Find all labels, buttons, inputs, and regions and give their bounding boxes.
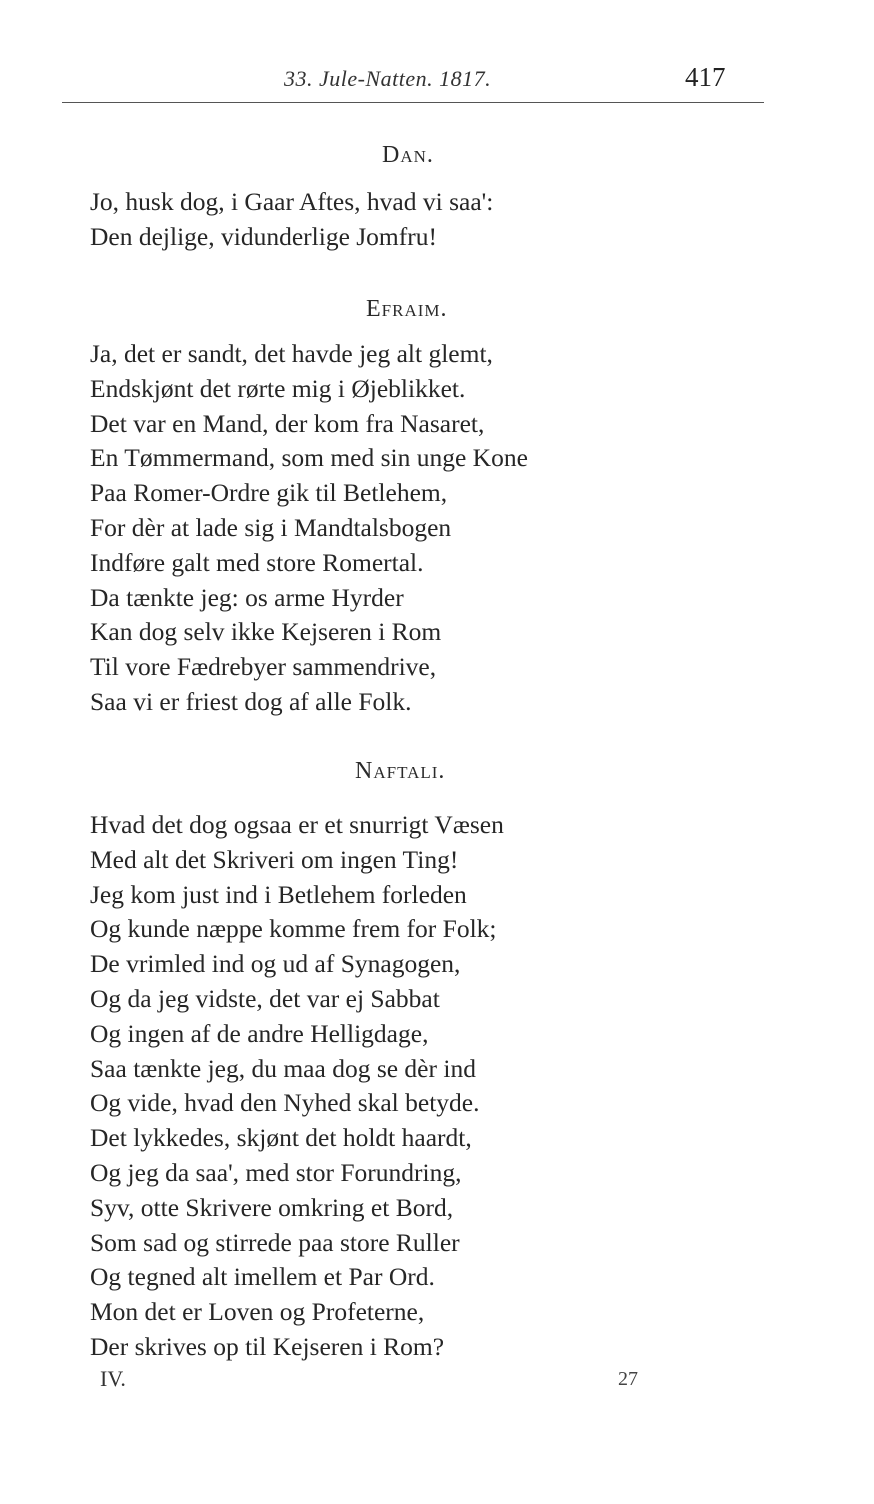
verse-line: Hvad det dog ogsaa er et snurrigt Væsen	[90, 810, 504, 839]
header-rule	[62, 102, 764, 103]
verse-line: Mon det er Loven og Profeterne,	[90, 1297, 425, 1327]
verse-line: Da tænkte jeg: os arme Hyrder	[90, 582, 404, 612]
verse-line: Der skrives op til Kejseren i Rom?	[90, 1331, 445, 1361]
verse-line: Og da jeg vidste, det var ej Sabbat	[90, 983, 440, 1013]
running-title: 33. Jule-Natten. 1817.	[284, 66, 492, 91]
verse-line: Og ingen af de andre Helligdage,	[90, 1018, 429, 1048]
verse-line: Og jeg da saa', med stor Forundring,	[90, 1157, 462, 1187]
page-number: 417	[685, 62, 726, 92]
verse-line: Og tegned alt imellem et Par Ord.	[90, 1262, 435, 1292]
verse-line: Saa vi er friest dog af alle Folk.	[90, 686, 412, 716]
page-header	[0, 56, 874, 96]
verse-line: Og kunde næppe komme frem for Folk;	[90, 914, 497, 944]
verse-line: Saa tænkte jeg, du maa dog se dèr ind	[90, 1053, 476, 1083]
verse-line: Syv, otte Skrivere omkring et Bord,	[90, 1192, 454, 1222]
signature-mark: IV.	[100, 1366, 126, 1391]
speaker-dan: Dan.	[382, 142, 434, 168]
verse-line: Endskjønt det rørte mig i Øjeblikket.	[90, 373, 466, 403]
verse-line: Som sad og stirrede paa store Ruller	[90, 1227, 460, 1257]
verse-line: Det var en Mand, der kom fra Nasaret,	[90, 408, 485, 438]
verse-line: Til vore Fædrebyer sammendrive,	[90, 652, 437, 682]
verse-line: Jeg kom just ind i Betlehem forleden	[90, 879, 467, 909]
verse-line: Kan dog selv ikke Kejseren i Rom	[90, 617, 442, 647]
verse-line: Indføre galt med store Romertal.	[90, 547, 424, 577]
speaker-efraim: Efraim.	[366, 296, 448, 322]
stanza-dan	[90, 185, 493, 255]
verse-line: Og vide, hvad den Nyhed skal betyde.	[90, 1088, 480, 1118]
stanza-naftali	[90, 808, 504, 1365]
verse-line: Den dejlige, vidunderlige Jomfru!	[90, 221, 437, 251]
verse-line: De vrimled ind og ud af Synagogen,	[90, 949, 461, 979]
verse-line: Det lykkedes, skjønt det holdt haardt,	[90, 1123, 472, 1153]
verse-line: En Tømmermand, som med sin unge Kone	[90, 443, 528, 473]
speaker-naftali: Naftali.	[355, 758, 446, 784]
sheet-number: 27	[618, 1368, 638, 1390]
verse-line: Paa Romer-Ordre gik til Betlehem,	[90, 478, 448, 508]
verse-line: Ja, det er sandt, det havde jeg alt glemt,	[90, 339, 493, 368]
stanza-efraim	[90, 337, 528, 720]
verse-line: Med alt det Skriveri om ingen Ting!	[90, 844, 459, 874]
verse-line: For dèr at lade sig i Mandtalsbogen	[90, 512, 452, 542]
verse-line: Jo, husk dog, i Gaar Aftes, hvad vi saa':	[90, 187, 494, 216]
